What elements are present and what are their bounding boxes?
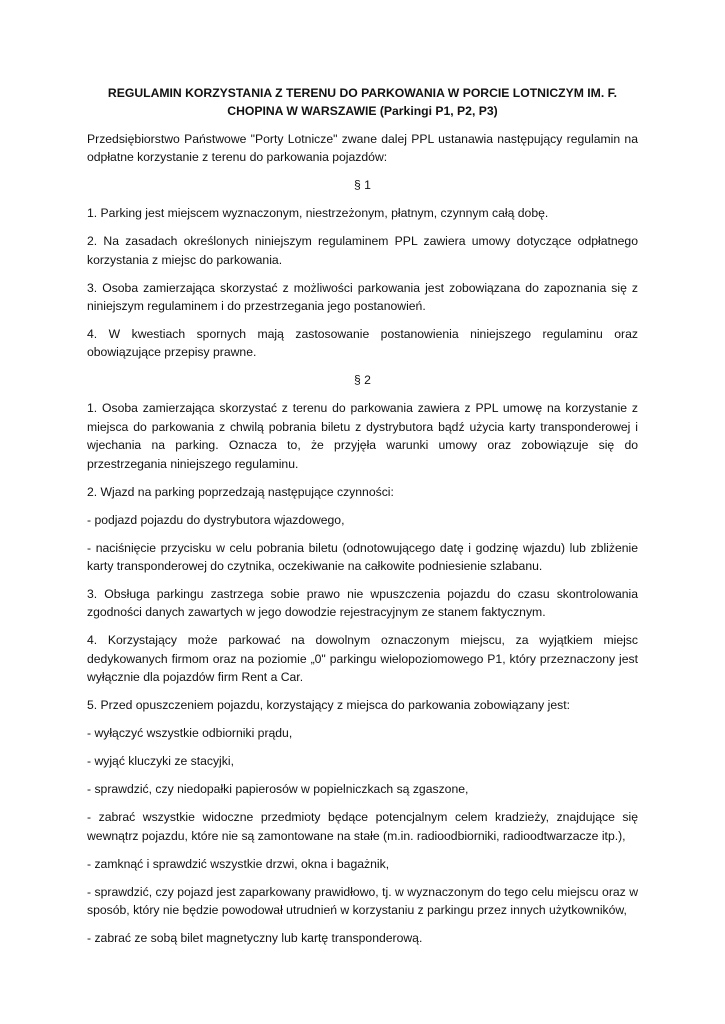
section-2-paragraph: 4. Korzystający może parkować na dowolnym oznaczonym miejscu, za wyjątkiem miejsc dedykowanych firmom oraz na poziomie „0" parkingu wielopoziomowego P1, który przeznaczony jest wyłącznie dla pojazdów firm Rent a Car. xyxy=(87,633,638,685)
section-2-list-item: - wyłączyć wszystkie odbiorniki prądu, xyxy=(87,726,293,741)
section-1-paragraph: 4. W kwestiach spornych mają zastosowanie postanowienia niniejszego regulaminu oraz obowiązujące przepisy prawne. xyxy=(87,327,638,360)
section-2-list-item: - wyjąć kluczyki ze stacyjki, xyxy=(87,754,234,769)
section-1-paragraph: 3. Osoba zamierzająca skorzystać z możliwości parkowania jest zobowiązana do zapoznania się z niniejszym regulaminem i do przestrzegania jego postanowień. xyxy=(87,280,638,314)
document-title: REGULAMIN KORZYSTANIA Z TERENU DO PARKOWANIA W PORCIE LOTNICZYM IM. F. CHOPINA W WARSZAWIE (Parkingi P1, P2, P3) xyxy=(107,86,618,119)
section-2-list-item: - zabrać ze sobą bilet magnetyczny lub kartę transponderową. xyxy=(87,931,423,946)
section-2-paragraph: 2. Wjazd na parking poprzedzają następujące czynności: xyxy=(87,484,394,499)
section-2-paragraph: 3. Obsługa parkingu zastrzega sobie prawo nie wpuszczenia pojazdu do czasu skontrolowania zgodności danych zawartych w jego dowodzie rejestracyjnym ze stanem faktycznym. xyxy=(87,587,638,620)
section-2-list-item: - podjazd pojazdu do dystrybutora wjazdowego, xyxy=(87,512,345,527)
section-2-list-item: - zabrać wszystkie widoczne przedmioty będące potencjalnym celem kradzieży, znajdujące się wewnątrz pojazdu, które nie są zamontowane na stałe (m.in. radioodbiorniki, radioodtwarzacze itp.), xyxy=(87,810,638,843)
section-2-list-item: - sprawdzić, czy niedopałki papierosów w popielniczkach są zgaszone, xyxy=(87,782,469,797)
section-2-mark: § 2 xyxy=(354,373,371,388)
section-2-list-item: - sprawdzić, czy pojazd jest zaparkowany prawidłowo, tj. w wyznaczonym do tego celu miejscu oraz w sposób, który nie będzie powodował utrudnień w korzystaniu z parkingu przez innych użytkowników, xyxy=(87,884,638,918)
document-page xyxy=(87,84,638,957)
section-2-paragraph: 5. Przed opuszczeniem pojazdu, korzystający z miejsca do parkowania zobowiązany jest: xyxy=(87,698,570,713)
section-1-paragraph: 2. Na zasadach określonych niniejszym regulaminem PPL zawiera umowy dotyczące odpłatnego korzystania z miejsc do parkowania. xyxy=(87,234,638,267)
section-2-list-item: - naciśnięcie przycisku w celu pobrania biletu (odnotowującego datę i godzinę wjazdu) lub zbliżenie karty transponderowej do czytnika, oczekiwanie na całkowite podniesienie szlabanu. xyxy=(87,540,638,574)
intro-paragraph: Przedsiębiorstwo Państwowe "Porty Lotnicze" zwane dalej PPL ustanawia następujący regulamin na odpłatne korzystanie z terenu do parkowania pojazdów: xyxy=(87,131,638,165)
section-1-mark: § 1 xyxy=(354,178,371,193)
section-1-paragraph: 1. Parking jest miejscem wyznaczonym, niestrzeżonym, płatnym, czynnym całą dobę. xyxy=(87,206,549,221)
section-2-paragraph: 1. Osoba zamierzająca skorzystać z terenu do parkowania zawiera z PPL umowę na korzystanie z miejsca do parkowania z chwilą pobrania biletu z dystrybutora bądź użycia karty transponderowej i wjechania na parking. Oznacza to, że przyjęła warunki umowy oraz zobowiązuje się do przestrzegania niniejszego regulaminu. xyxy=(87,401,638,471)
section-2-list-item: - zamknąć i sprawdzić wszystkie drzwi, okna i bagażnik, xyxy=(87,856,390,871)
